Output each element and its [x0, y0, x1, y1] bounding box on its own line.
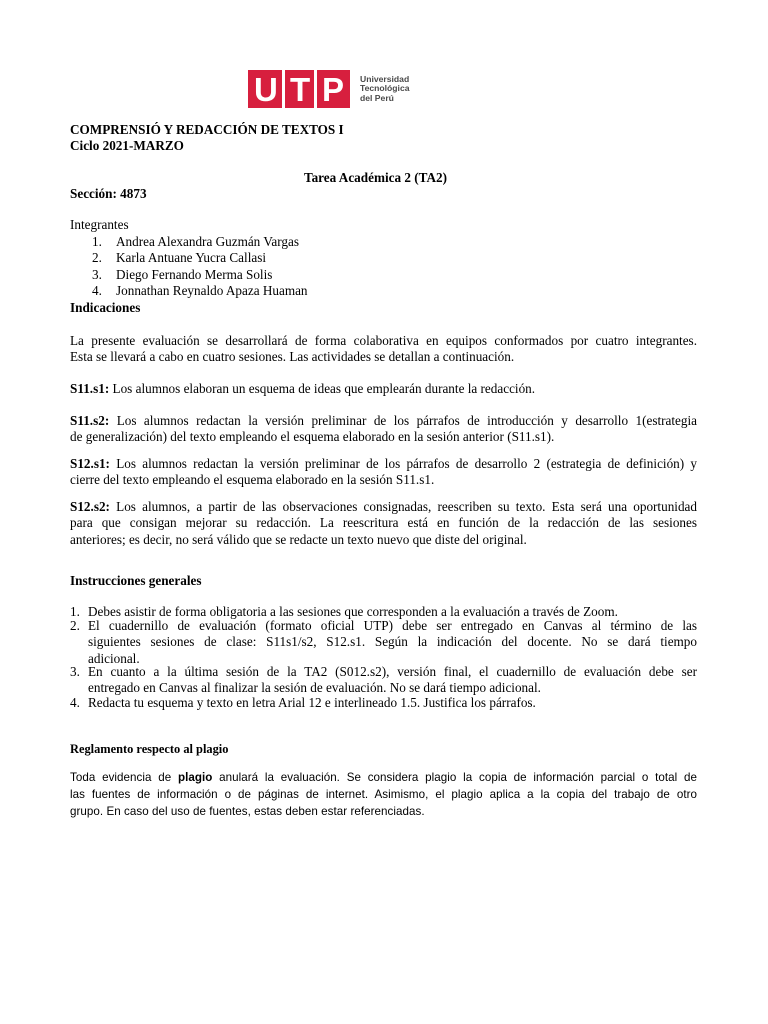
course-title: COMPRENSIÓ Y REDACCIÓN DE TEXTOS I — [70, 122, 344, 137]
text-line: para que consigan mejorar su redacción. La reescritura está en función de la redacción de las sesiones — [70, 515, 697, 531]
member-name: Karla Antuane Yucra Callasi — [116, 250, 267, 265]
member-item — [92, 283, 308, 299]
text-fragment: anulará la evaluación. Se considera plagio la copia de información parcial o total de — [212, 771, 697, 784]
session-label: S11.s1: — [70, 381, 110, 396]
member-item — [92, 267, 273, 283]
text-line: Los alumnos elaboran un esquema de ideas que emplearán durante la redacción. — [112, 381, 536, 396]
instruction-item — [70, 664, 697, 697]
instruction-number: 4. — [70, 695, 80, 710]
member-name: Diego Fernando Merma Solis — [116, 267, 273, 282]
indicaciones-title: Indicaciones — [70, 300, 141, 315]
session-s12-s2 — [70, 499, 697, 548]
text-line: adicional. — [88, 650, 140, 666]
session-s12-s1 — [70, 456, 697, 489]
text-line: Debes asistir de forma obligatoria a las sesiones que corresponden a la evaluación a través de Zoom. — [88, 604, 618, 619]
session-label: S11.s2: — [70, 413, 110, 428]
instruction-number: 2. — [70, 618, 80, 633]
member-number: 4. — [92, 283, 102, 298]
session-label: S12.s1: — [70, 456, 110, 471]
text-line: grupo. En caso del uso de fuentes, estas deben estar referenciadas. — [70, 805, 425, 818]
members-title: Integrantes — [70, 217, 129, 232]
logo-wordmark-line: Universidad — [360, 73, 410, 84]
logo-letter-p: P — [322, 71, 345, 108]
course-cycle: Ciclo 2021-MARZO — [70, 138, 184, 153]
text-line: La presente evaluación se desarrollará de forma colaborativa en equipos conformados por cuatro integrantes. — [70, 333, 697, 348]
utp-logo — [248, 70, 410, 108]
text-line: siguientes sesiones de clase: S11s1/s2, S12.s1. Según la indicación del docente. No se dará tiempo — [88, 634, 697, 650]
indicaciones-intro — [70, 333, 697, 366]
text-line: Esta se llevará a cabo en cuatro sesiones. Las actividades se detallan a continuación. — [70, 349, 515, 365]
logo-wordmark — [360, 75, 410, 104]
text-line: Los alumnos redactan la versión preliminar de los párrafos de desarrollo 2 (estrategia de definición) y — [116, 456, 698, 471]
session-s11-s1 — [70, 381, 697, 397]
logo-wordmark-line: Tecnológica — [360, 83, 410, 94]
member-item — [92, 250, 267, 266]
member-name: Andrea Alexandra Guzmán Vargas — [116, 234, 299, 249]
instruction-item — [70, 618, 697, 667]
member-number: 2. — [92, 250, 102, 265]
instruction-item — [70, 695, 697, 711]
text-line: El cuadernillo de evaluación (formato oficial UTP) debe ser entregado en Canvas al término de las — [88, 618, 697, 633]
logo-letter-u: U — [254, 71, 278, 108]
instruction-number: 3. — [70, 664, 80, 679]
text-line: En cuanto a la última sesión de la TA2 (S012.s2), versión final, el cuadernillo de evaluación debe ser — [88, 664, 697, 679]
logo-letter-t: T — [290, 71, 311, 108]
text-fragment: Toda evidencia de — [70, 771, 178, 784]
instruction-number: 1. — [70, 604, 80, 619]
member-number: 3. — [92, 267, 102, 282]
task-title: Tarea Académica 2 (TA2) — [304, 170, 447, 185]
section-label: Sección: 4873 — [70, 186, 147, 201]
text-line: entregado en Canvas al finalizar la sesión de evaluación. No se dará tiempo adicional. — [88, 680, 541, 696]
plagio-emphasis: plagio — [177, 771, 213, 784]
member-number: 1. — [92, 234, 102, 249]
member-item — [92, 234, 299, 250]
instrucciones-title: Instrucciones generales — [70, 573, 202, 588]
text-line: las fuentes de información o de páginas de internet. Asimismo, el plagio aplica a la copia del trabajo de otro — [70, 788, 697, 801]
text-line: Los alumnos redactan la versión preliminar de los párrafos de introducción y desarrollo 1(estrategia — [116, 413, 698, 428]
logo-divider — [282, 70, 285, 108]
session-label: S12.s2: — [70, 499, 110, 514]
reglamento-paragraph — [70, 769, 697, 820]
text-line: Redacta tu esquema y texto en letra Arial 12 e interlineado 1.5. Justifica los párrafos. — [88, 695, 536, 710]
reglamento-title: Reglamento respecto al plagio — [70, 742, 229, 756]
text-line: Los alumnos, a partir de las observaciones consignadas, reescriben su texto. Esta será una oportunidad — [116, 499, 697, 514]
session-s11-s2 — [70, 413, 697, 446]
logo-divider — [314, 70, 317, 108]
utp-logo-mark — [248, 70, 350, 108]
text-line: de generalización) del texto empleando el esquema elaborado en la sesión anterior (S11.s1). — [70, 429, 555, 445]
text-line: cierre del texto empleando el esquema elaborado en la sesión S11.s1. — [70, 472, 435, 488]
text-line: anteriores; es decir, no será válido que se redacte un texto nuevo que diste del original. — [70, 531, 527, 547]
member-name: Jonnathan Reynaldo Apaza Huaman — [116, 283, 308, 298]
logo-wordmark-line: del Perú — [360, 92, 394, 103]
